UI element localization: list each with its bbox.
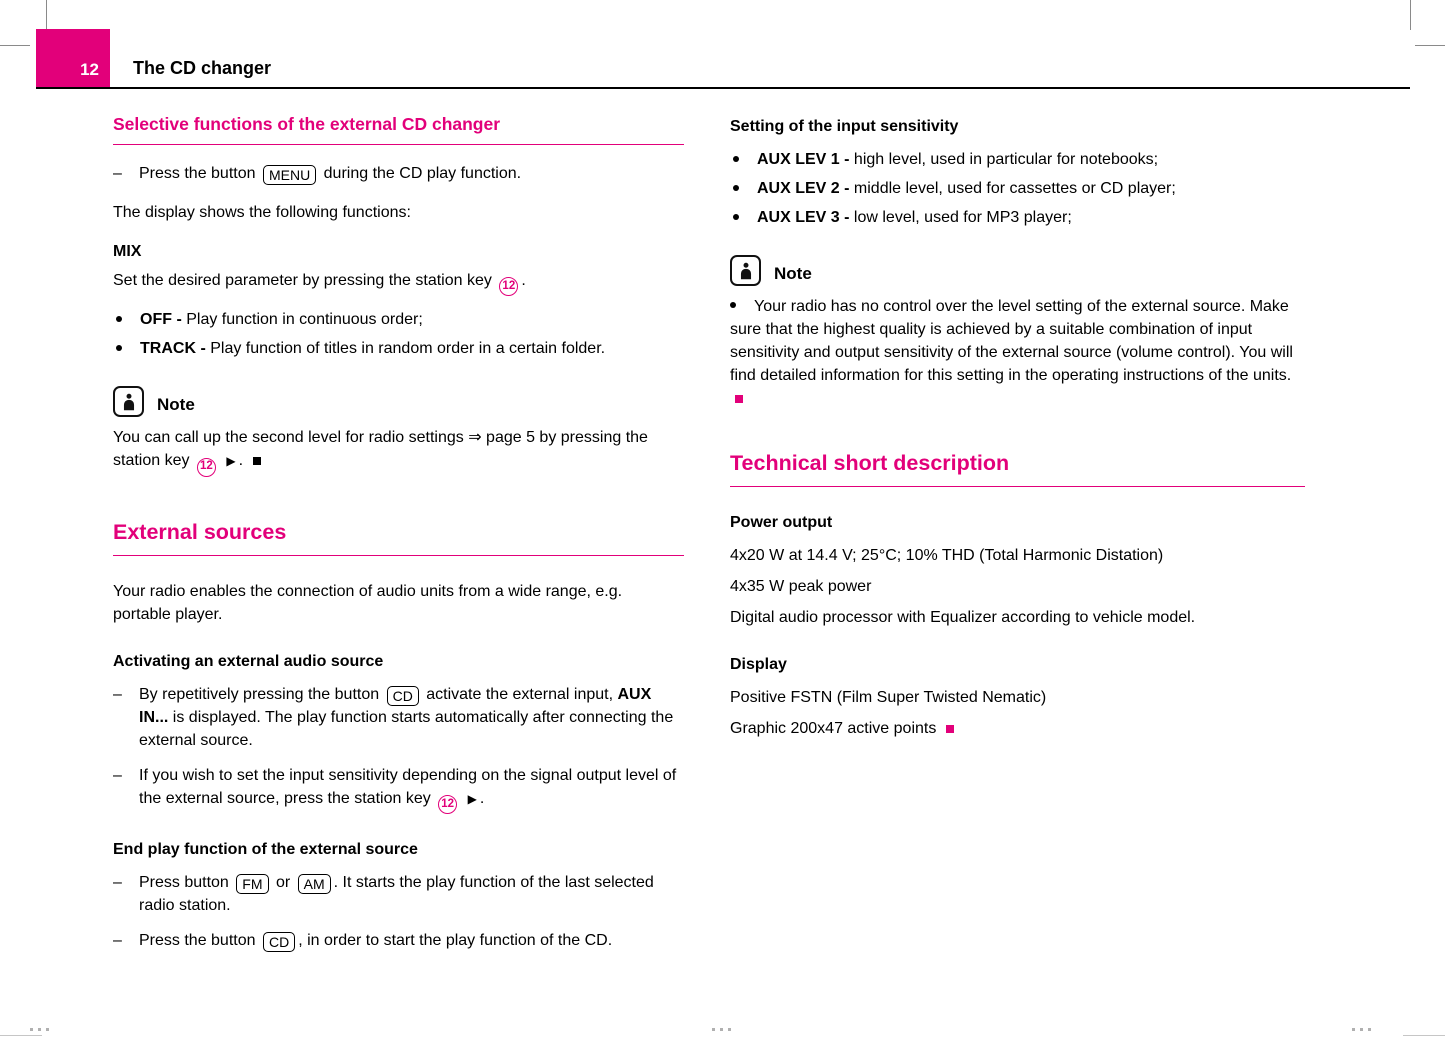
options-list (730, 148, 1305, 229)
note-block (730, 255, 1305, 410)
bullet-dot (730, 302, 736, 308)
step-text: Press the button CD , in order to start the play function of the CD. (139, 931, 613, 950)
spec-line: Digital audio processor with Equalizer according to vehicle model. (730, 609, 1196, 626)
chapter-title: The CD changer (133, 58, 272, 78)
header-rule (36, 87, 1410, 89)
end-of-topic-marker (946, 725, 954, 733)
step-text: Press button FM or AM . It starts the play function of the last selected radio station. (139, 873, 654, 914)
crop-mark (1410, 0, 1411, 30)
spec-list (730, 544, 1305, 629)
instruction-step (113, 764, 684, 814)
note-text: You can call up the second level for radio settings ⇒ page 5 by pressing the station key 12 ▶ . (113, 426, 684, 476)
subheading-input-sensitivity: Setting of the input sensitivity (730, 118, 959, 135)
subheading-power-output: Power output (730, 514, 833, 531)
crop-mark (0, 1035, 42, 1036)
station-key-number: 12 (438, 795, 457, 814)
keycap: MENU (263, 165, 316, 185)
note-icon (113, 386, 144, 417)
mix-instruction: Set the desired parameter by pressing the station key 12 . (113, 269, 684, 296)
mix-label: MIX (113, 243, 142, 260)
list-item-text: AUX LEV 3 - low level, used for MP3 player; (757, 209, 1072, 226)
subheading-activating: Activating an external audio source (113, 652, 384, 670)
page-content (113, 112, 1305, 964)
station-key-number: 12 (197, 458, 216, 477)
keycap: AM (298, 874, 331, 894)
note-header (730, 255, 1305, 286)
crop-mark (0, 45, 30, 46)
list-item (730, 148, 1305, 171)
step-text: If you wish to set the input sensitivity depending on the signal output level of the external source, press the station key 12 ▶ . (139, 764, 684, 814)
note-label: Note (774, 264, 812, 283)
list-item-text: AUX LEV 2 - middle level, used for cassettes or CD player; (757, 180, 1176, 197)
left-column (113, 112, 684, 964)
paragraph: Your radio enables the connection of audio units from a wide range, e.g. portable player. (113, 582, 623, 623)
dash-marker (113, 871, 139, 917)
note-text (730, 295, 1305, 410)
registration-mark (30, 1028, 49, 1031)
heading-selective-functions: Selective functions of the external CD changer (113, 112, 684, 145)
spec-list (730, 686, 1305, 740)
play-triangle-icon: ▶ (226, 454, 236, 469)
instruction-step (113, 871, 684, 917)
subheading-end-play: End play function of the external source (113, 840, 418, 858)
list-item (730, 177, 1305, 200)
list-item-text: OFF - Play function in continuous order; (140, 311, 423, 329)
spec-line: Positive FSTN (Film Super Twisted Nematic) (730, 689, 1047, 706)
end-of-topic-marker (735, 395, 743, 403)
dash-marker (113, 929, 139, 952)
heading-external-sources: External sources (113, 519, 684, 556)
registration-mark (712, 1028, 731, 1031)
list-item (730, 206, 1305, 229)
list-item-text: AUX LEV 1 - high level, used in particular for notebooks; (757, 151, 1159, 168)
keycap: CD (263, 932, 295, 952)
list-item (113, 308, 684, 331)
dash-marker (113, 162, 139, 185)
crop-mark (1403, 1035, 1445, 1036)
list-item (113, 337, 684, 360)
step-text: By repetitively pressing the button CD activate the external input, AUX IN... is displayed. The play function starts automatically after connecting the external source. (139, 685, 674, 749)
keycap: FM (236, 874, 268, 894)
spec-line: 4x20 W at 14.4 V; 25°C; 10% THD (Total Harmonic Distation) (730, 547, 1164, 564)
play-triangle-icon: ▶ (467, 791, 477, 806)
note-header (113, 386, 684, 417)
subheading-display: Display (730, 656, 787, 673)
spec-line: Graphic 200x47 active points (730, 717, 1305, 740)
registration-mark (1352, 1028, 1371, 1031)
note-label: Note (157, 395, 195, 415)
instruction-step (113, 162, 684, 185)
list-item-text: TRACK - Play function of titles in random order in a certain folder. (140, 340, 606, 358)
station-key-number: 12 (499, 277, 518, 296)
note-text-body: Your radio has no control over the level setting of the external source. Make sure that the highest quality is achieved by a suitable combination of input sensitivity and output sensitivity of the external source (volume control). You will find detailed information for this setting in the operating instructions of the units. (730, 298, 1293, 407)
dash-marker (113, 683, 139, 752)
note-block (113, 386, 684, 476)
end-of-topic-marker (253, 457, 261, 465)
instruction-step (113, 929, 684, 952)
page-number-badge (36, 29, 110, 87)
instruction-step (113, 683, 684, 752)
spec-line: 4x35 W peak power (730, 578, 872, 595)
keycap: CD (387, 686, 419, 706)
heading-technical-description: Technical short description (730, 450, 1305, 487)
paragraph: The display shows the following functions: (113, 204, 411, 221)
crop-mark (1415, 45, 1445, 46)
right-column (730, 112, 1305, 748)
step-text: Press the button MENU during the CD play function. (139, 165, 522, 183)
note-icon (730, 255, 761, 286)
options-list (113, 308, 684, 360)
crop-mark (46, 0, 47, 30)
page-number: 12 (80, 60, 99, 79)
dash-marker (113, 764, 139, 814)
